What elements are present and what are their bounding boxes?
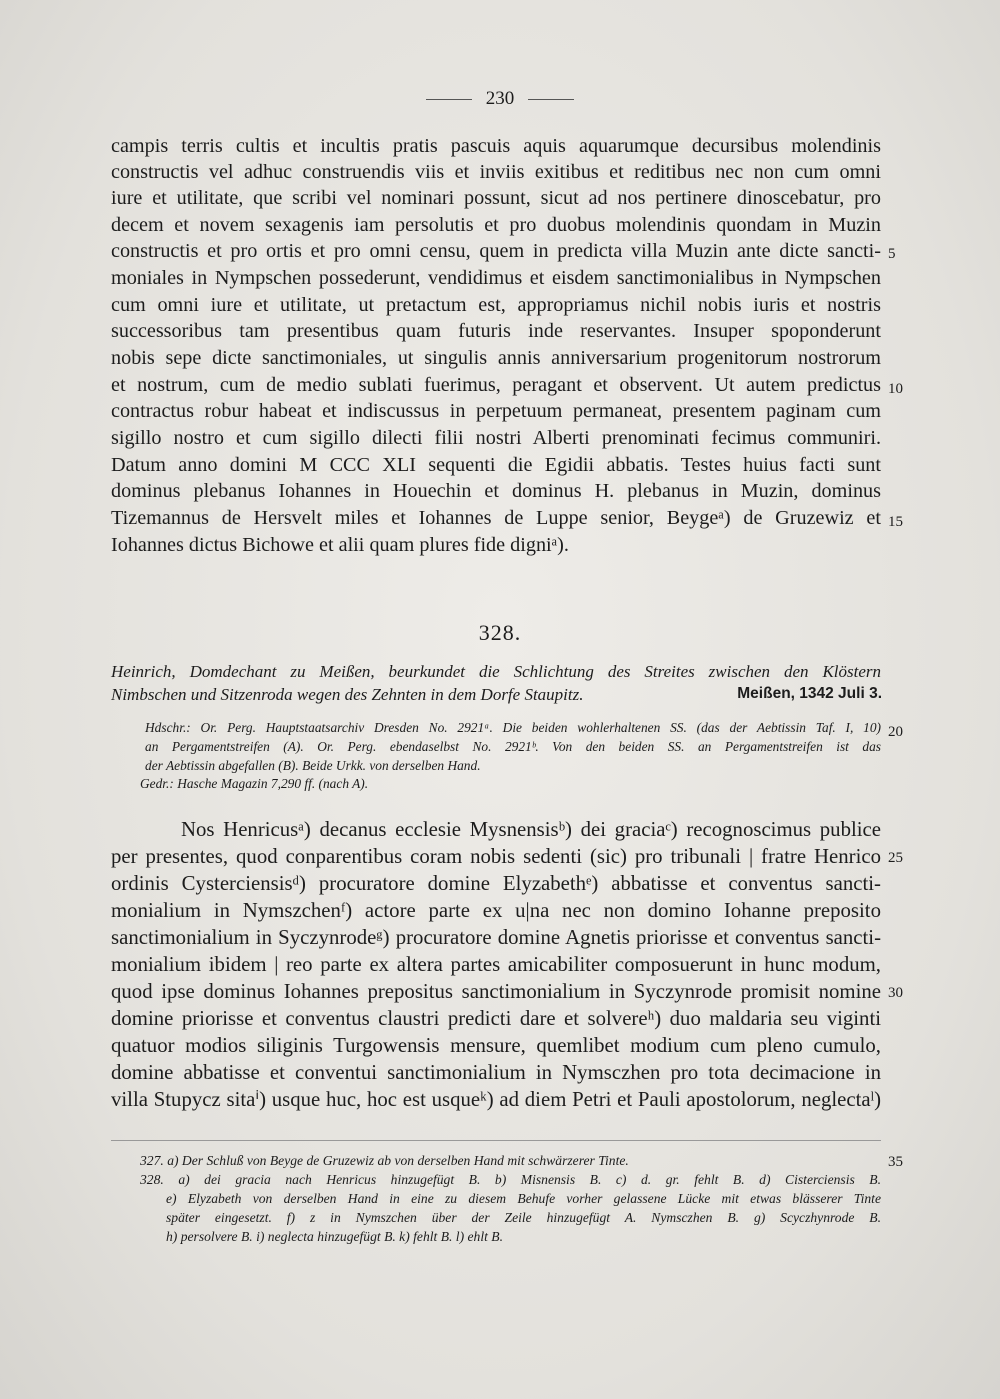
place-date: Meißen, 1342 Juli 3. bbox=[737, 685, 882, 702]
text-line: moniales in Nympschen possederunt, vendidimus et eisdem sanctimonialibus in Nympschen bbox=[111, 267, 881, 289]
footnote-line: 327. a) Der Schluß von Beyge de Gruzewiz ab von derselben Hand mit schwärzerer Tinte. bbox=[140, 1153, 629, 1168]
apparatus-line: an Pergamentstreifen (A). Or. Perg. ebendaselbst No. 2921ᵇ. Von den beiden SS. an Pergamentstreifen ist das bbox=[145, 739, 881, 754]
margin-line-number: 10 bbox=[888, 381, 903, 397]
apparatus-line: Gedr.: Hasche Magazin 7,290 ff. (nach A). bbox=[140, 776, 369, 791]
text-line: Iohannes dictus Bichowe et alii quam plures fide digniᵃ). bbox=[111, 534, 569, 556]
margin-line-number: 35 bbox=[888, 1154, 903, 1170]
text-line: dominus plebanus Iohannes in Houechin et dominus H. plebanus in Muzin, dominus bbox=[111, 480, 881, 502]
text-line: Datum anno domini M CCC XLI sequenti die Egidii abbatis. Testes huius facti sunt bbox=[111, 454, 881, 476]
text-line: decem et novem sexagenis iam persolutis et pro duobus molendinis quondam in Muzin bbox=[111, 214, 881, 236]
text-line: monialium in Nymszchenᶠ) actore parte ex u|na nec non domino Iohanne preposito bbox=[111, 899, 881, 922]
apparatus-line: Hdschr.: Or. Perg. Hauptstaatsarchiv Dresden No. 2921ᵃ. Die beiden wohlerhaltenen SS. (das der Aebtissin Taf. I, 10) bbox=[145, 720, 881, 735]
footnote-line: später eingesetzt. f) z in Nymszchen über der Zeile hinzugefügt A. Nymsczhen B. g) Scyczhynrode B. bbox=[166, 1210, 881, 1225]
text-line: villa Stupycz sitaⁱ) usque huc, hoc est usqueᵏ) ad diem Petri et Pauli apostolorum, neglectaˡ) bbox=[111, 1088, 881, 1111]
margin-line-number: 15 bbox=[888, 514, 903, 530]
margin-line-number: 30 bbox=[888, 985, 903, 1001]
text-line: per presentes, quod conparentibus coram nobis sedenti (sic) pro tribunali | fratre Henrico bbox=[111, 845, 881, 868]
text-line: sigillo nostro et cum sigillo dilecti filii nostri Alberti prenominati fecimus communiri. bbox=[111, 427, 881, 449]
text-line: ordinis Cysterciensisᵈ) procuratore domine Elyzabethᵉ) abbatisse et conventus sancti- bbox=[111, 872, 881, 895]
text-line: campis terris cultis et incultis pratis pascuis aquis aquarumque decursibus molendinis bbox=[111, 135, 881, 157]
page-header bbox=[0, 88, 1000, 110]
text-line: domine abbatisse et conventui sanctimonialium in Nymsczhen pro tota decimacione in bbox=[111, 1061, 881, 1084]
text-line: iure et utilitate, que scribi vel nominari possunt, sicut ad nos pertinere dinoscebatur, pro bbox=[111, 187, 881, 209]
footnote-line: h) persolvere B. i) neglecta hinzugefügt B. k) fehlt B. l) ehlt B. bbox=[166, 1229, 503, 1244]
document-number: 328. bbox=[478, 620, 522, 645]
header-rule-left bbox=[426, 99, 472, 100]
margin-line-number: 5 bbox=[888, 246, 896, 262]
margin-line-number: 20 bbox=[888, 724, 903, 740]
text-line: monialium ibidem | reo parte ex altera partes amicabiliter composuerunt in hunc modum, bbox=[111, 953, 881, 976]
text-line: contractus robur habeat et indiscussus in perpetuum permaneat, presentem paginam cum bbox=[111, 400, 881, 422]
apparatus-line: der Aebtissin abgefallen (B). Beide Urkk. von derselben Hand. bbox=[145, 758, 481, 773]
margin-line-number: 25 bbox=[888, 850, 903, 866]
text-line: successoribus tam presentibus quam futuris inde reservantes. Insuper spoponderunt bbox=[111, 320, 881, 342]
text-line: Tizemannus de Hersvelt miles et Iohannes de Luppe senior, Beygeᵃ) de Gruzewiz et bbox=[111, 507, 881, 529]
text-line: Nos Henricusᵃ) decanus ecclesie Mysnensisᵇ) dei graciaᶜ) recognoscimus publice bbox=[181, 818, 881, 841]
text-line: quod ipse dominus Iohannes prepositus sanctimonialium in Syczynrode promisit nomine bbox=[111, 980, 881, 1003]
text-line: domine priorisse et conventus claustri predicti dare et solvereʰ) duo maldaria seu viginti bbox=[111, 1007, 881, 1030]
text-line: nobis sepe dicte sanctimoniales, ut singulis annis anniversarium progenitorum nostrorum bbox=[111, 347, 881, 369]
text-line: et nostrum, cum de medio sublati fuerimus, peragant et observent. Ut autem predictus bbox=[111, 374, 881, 396]
regest-line: Nimbschen und Sitzenroda wegen des Zehnten in dem Dorfe Staupitz. bbox=[111, 685, 584, 704]
text-line: quatuor modios siliginis Turgowensis mensure, quemlibet modium cum pleno cumulo, bbox=[111, 1034, 881, 1057]
regest-line: Heinrich, Domdechant zu Meißen, beurkundet die Schlichtung des Streites zwischen den Klöstern bbox=[111, 662, 881, 681]
text-line: constructis et pro ortis et pro omni censu, quem in predicta villa Muzin ante dicte sancti- bbox=[111, 240, 881, 262]
text-line: cum omni iure et utilitate, ut pretactum est, appropriamus nichil nobis iuris et nostris bbox=[111, 294, 881, 316]
page-number: 230 bbox=[485, 88, 515, 109]
text-line: constructis vel adhuc construendis viis et inviis exitibus et reditibus nec non cum omni bbox=[111, 161, 881, 183]
footnote-line: e) Elyzabeth von derselben Hand in eine zu diesem Behufe vorher gelassene Lücke mit etwas blässerer Tinte bbox=[166, 1191, 881, 1206]
header-rule-right bbox=[528, 99, 574, 100]
text-line: sanctimonialium in Syczynrodeᵍ) procuratore domine Agnetis priorisse et conventus sancti- bbox=[111, 926, 881, 949]
footnote-separator bbox=[111, 1140, 881, 1141]
footnote-line: 328. a) dei gracia nach Henricus hinzugefügt B. b) Misnensis B. c) d. gr. fehlt B. d) Cisterciensis B. bbox=[140, 1172, 881, 1187]
